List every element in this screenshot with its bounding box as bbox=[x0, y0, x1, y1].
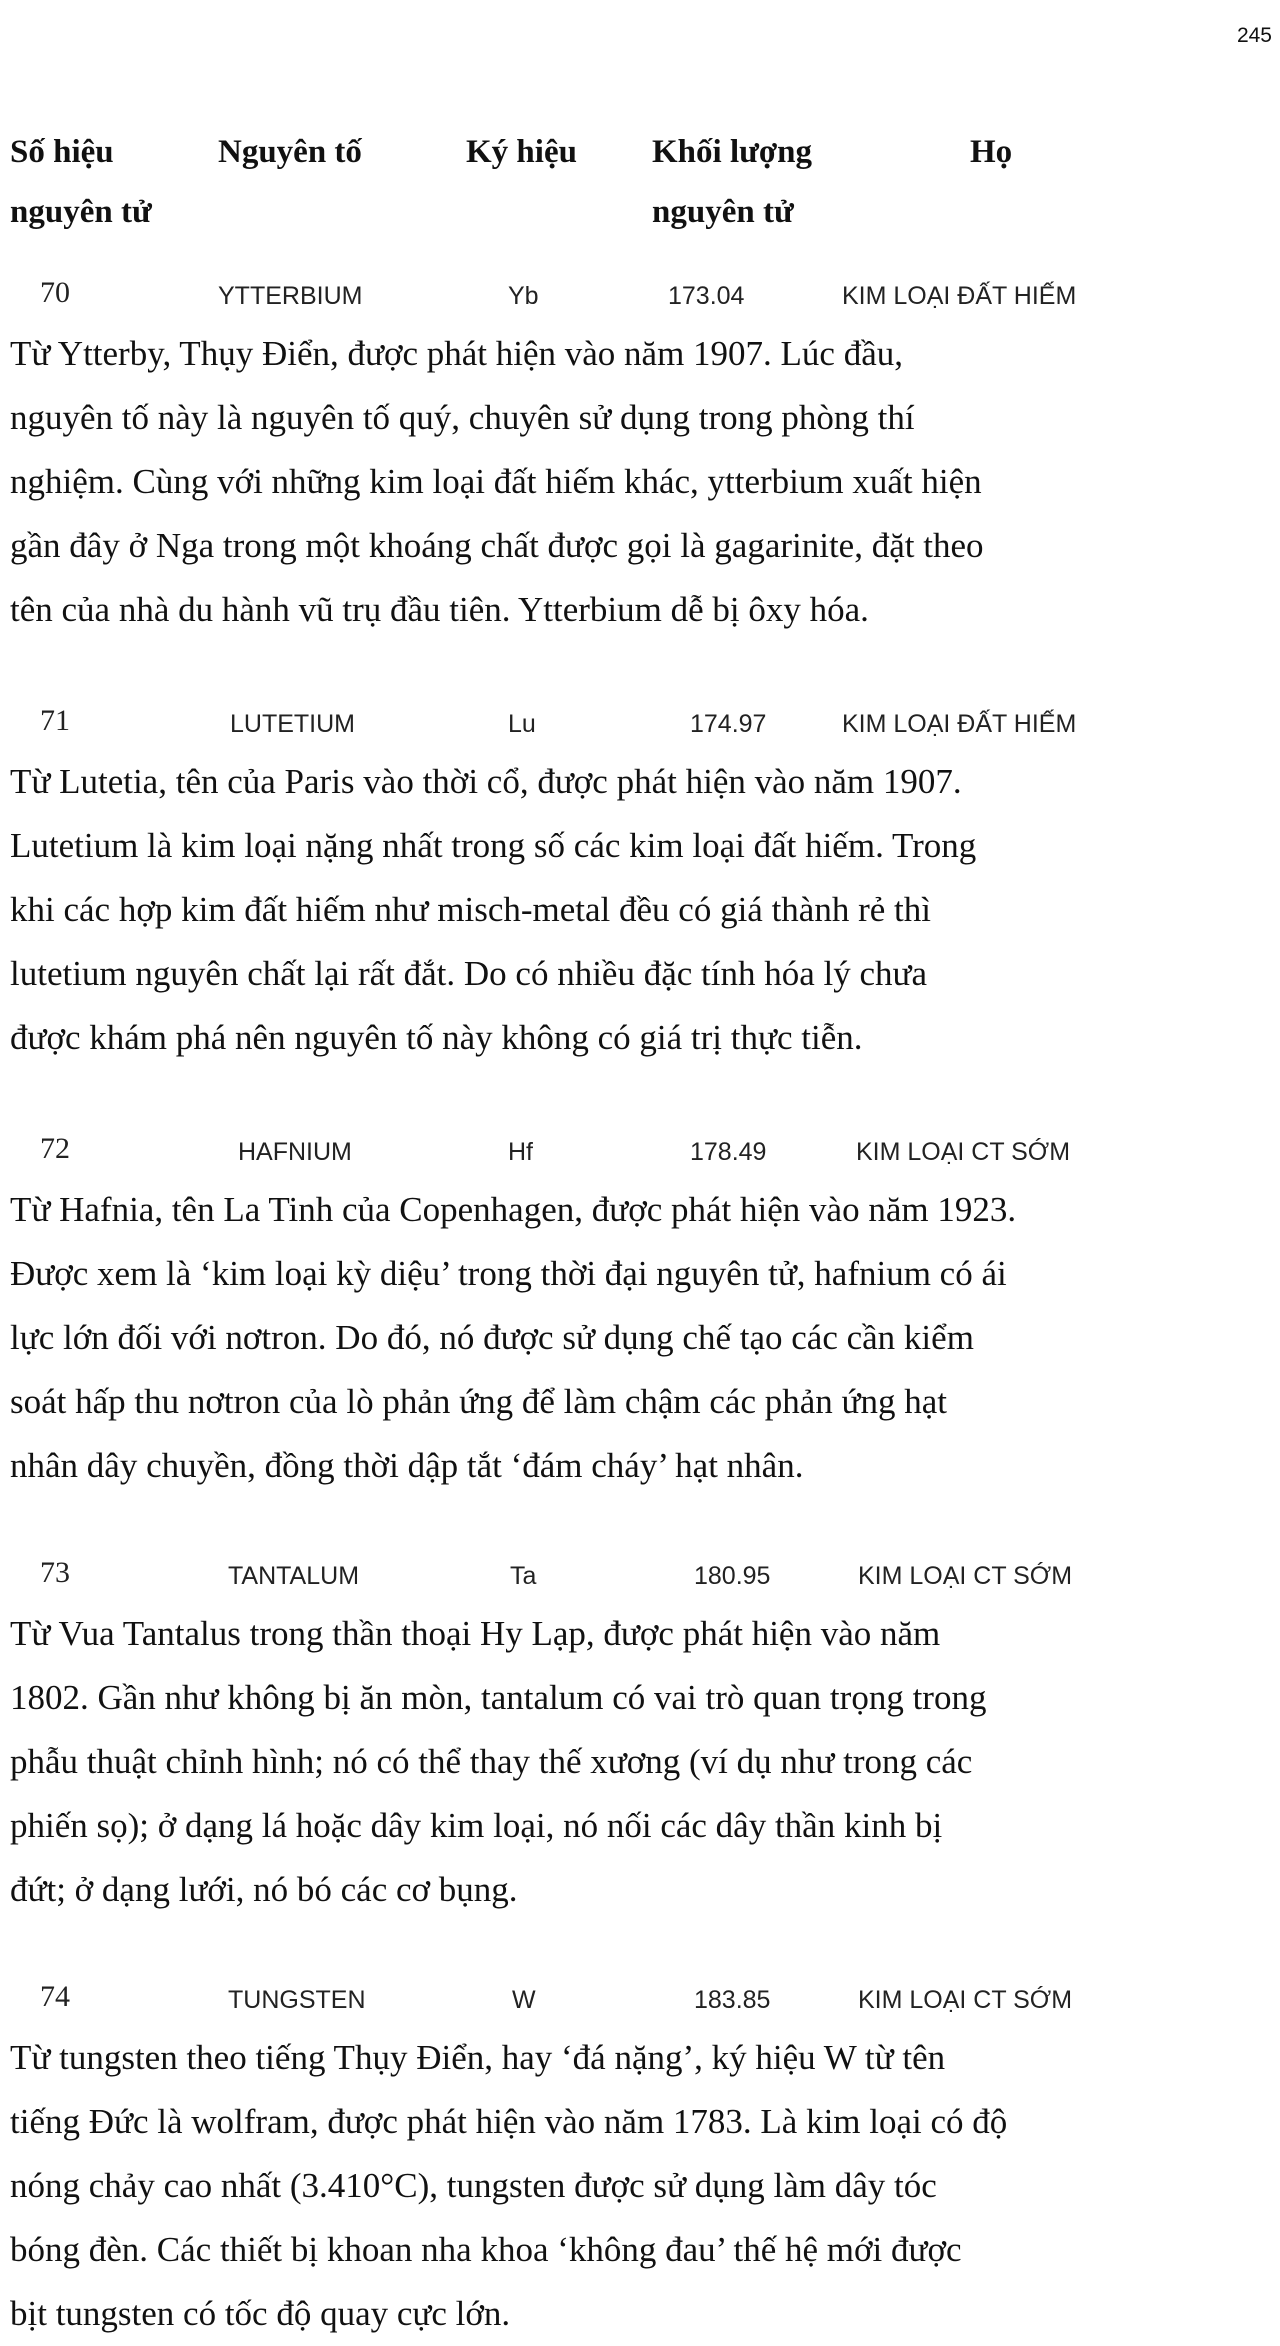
element-family: KIM LOẠI ĐẤT HIẾM bbox=[842, 282, 1077, 310]
element-entry bbox=[0, 1552, 1280, 1922]
header-symbol: Ký hiệu bbox=[466, 134, 577, 170]
header-element: Nguyên tố bbox=[218, 134, 362, 170]
atomic-mass: 174.97 bbox=[690, 710, 767, 738]
entry-meta bbox=[0, 1128, 1280, 1178]
header-family: Họ bbox=[970, 134, 1013, 170]
element-symbol: Yb bbox=[508, 282, 539, 310]
element-description: Từ Vua Tantalus trong thần thoại Hy Lạp, được phát hiện vào năm 1802. Gần như không bị ăn mòn, tantalum có vai trò quan trọng trong phẫu thuật chỉnh hình; nó có thể thay thế xương (ví dụ như trong các phiến sọ); ở dạng lá hoặc dây kim loại, nó nối các dây thần kinh bị đứt; ở dạng lưới, nó bó các cơ bụng. bbox=[10, 1614, 987, 1909]
atomic-mass: 173.04 bbox=[668, 282, 745, 310]
element-entry bbox=[0, 1128, 1280, 1498]
element-entry bbox=[0, 1976, 1280, 2346]
element-family: KIM LOẠI CT SỚM bbox=[856, 1138, 1071, 1166]
element-entry bbox=[0, 272, 1280, 642]
page-number: 245 bbox=[1236, 24, 1272, 47]
atomic-mass: 178.49 bbox=[690, 1138, 767, 1166]
element-family: KIM LOẠI CT SỚM bbox=[858, 1562, 1073, 1590]
element-symbol: Hf bbox=[508, 1138, 533, 1166]
element-description: Từ tungsten theo tiếng Thụy Điển, hay ‘đá nặng’, ký hiệu W từ tên tiếng Đức là wolfram, được phát hiện vào năm 1783. Là kim loại có độ nóng chảy cao nhất (3.410°C), tungsten được sử dụng làm dây tóc bóng đèn. Các thiết bị khoan nha khoa ‘không đau’ thế hệ mới được bịt tungsten có tốc độ quay cực lớn. bbox=[10, 2038, 1008, 2333]
element-description: Từ Hafnia, tên La Tinh của Copenhagen, được phát hiện vào năm 1923. Được xem là ‘kim loại kỳ diệu’ trong thời đại nguyên tử, hafnium có ái lực lớn đối với nơtron. Do đó, nó được sử dụng chế tạo các cần kiểm soát hấp thu nơtron của lò phản ứng để làm chậm các phản ứng hạt nhân dây chuyền, đồng thời dập tắt ‘đám cháy’ hạt nhân. bbox=[10, 1190, 1017, 1485]
entry-meta bbox=[0, 1552, 1280, 1602]
element-name: TUNGSTEN bbox=[228, 1986, 366, 2014]
element-symbol: Lu bbox=[508, 710, 536, 738]
entry-meta bbox=[0, 272, 1280, 322]
header-atomic-mass: Khối lượng nguyên tử bbox=[652, 134, 813, 230]
atomic-mass: 180.95 bbox=[694, 1562, 771, 1590]
atomic-number: 70 bbox=[40, 276, 70, 309]
entry-meta bbox=[0, 700, 1280, 750]
element-entry bbox=[0, 700, 1280, 1070]
element-name: LUTETIUM bbox=[230, 710, 355, 738]
element-family: KIM LOẠI ĐẤT HIẾM bbox=[842, 710, 1077, 738]
atomic-number: 73 bbox=[40, 1556, 70, 1589]
element-name: TANTALUM bbox=[228, 1562, 360, 1590]
element-family: KIM LOẠI CT SỚM bbox=[858, 1986, 1073, 2014]
element-description: Từ Ytterby, Thụy Điển, được phát hiện vào năm 1907. Lúc đầu, nguyên tố này là nguyên tố quý, chuyên sử dụng trong phòng thí nghiệm. Cùng với những kim loại đất hiếm khác, ytterbium xuất hiện gần đây ở Nga trong một khoáng chất được gọi là gagarinite, đặt theo tên của nhà du hành vũ trụ đầu tiên. Ytterbium dễ bị ôxy hóa. bbox=[10, 334, 984, 629]
header-atomic-number: Số hiệu nguyên tử bbox=[10, 134, 152, 230]
element-description: Từ Lutetia, tên của Paris vào thời cổ, được phát hiện vào năm 1907. Lutetium là kim loại nặng nhất trong số các kim loại đất hiếm. Trong khi các hợp kim đất hiếm như misch-metal đều có giá thành rẻ thì lutetium nguyên chất lại rất đắt. Do có nhiều đặc tính hóa lý chưa được khám phá nên nguyên tố này không có giá trị thực tiễn. bbox=[10, 762, 977, 1057]
atomic-number: 71 bbox=[40, 704, 70, 737]
atomic-number: 74 bbox=[40, 1980, 70, 2013]
element-symbol: Ta bbox=[510, 1562, 537, 1590]
element-symbol: W bbox=[512, 1986, 536, 2014]
entry-meta bbox=[0, 1976, 1280, 2026]
atomic-number: 72 bbox=[40, 1132, 70, 1165]
atomic-mass: 183.85 bbox=[694, 1986, 771, 2014]
element-name: HAFNIUM bbox=[238, 1138, 352, 1166]
element-name: YTTERBIUM bbox=[218, 282, 363, 310]
